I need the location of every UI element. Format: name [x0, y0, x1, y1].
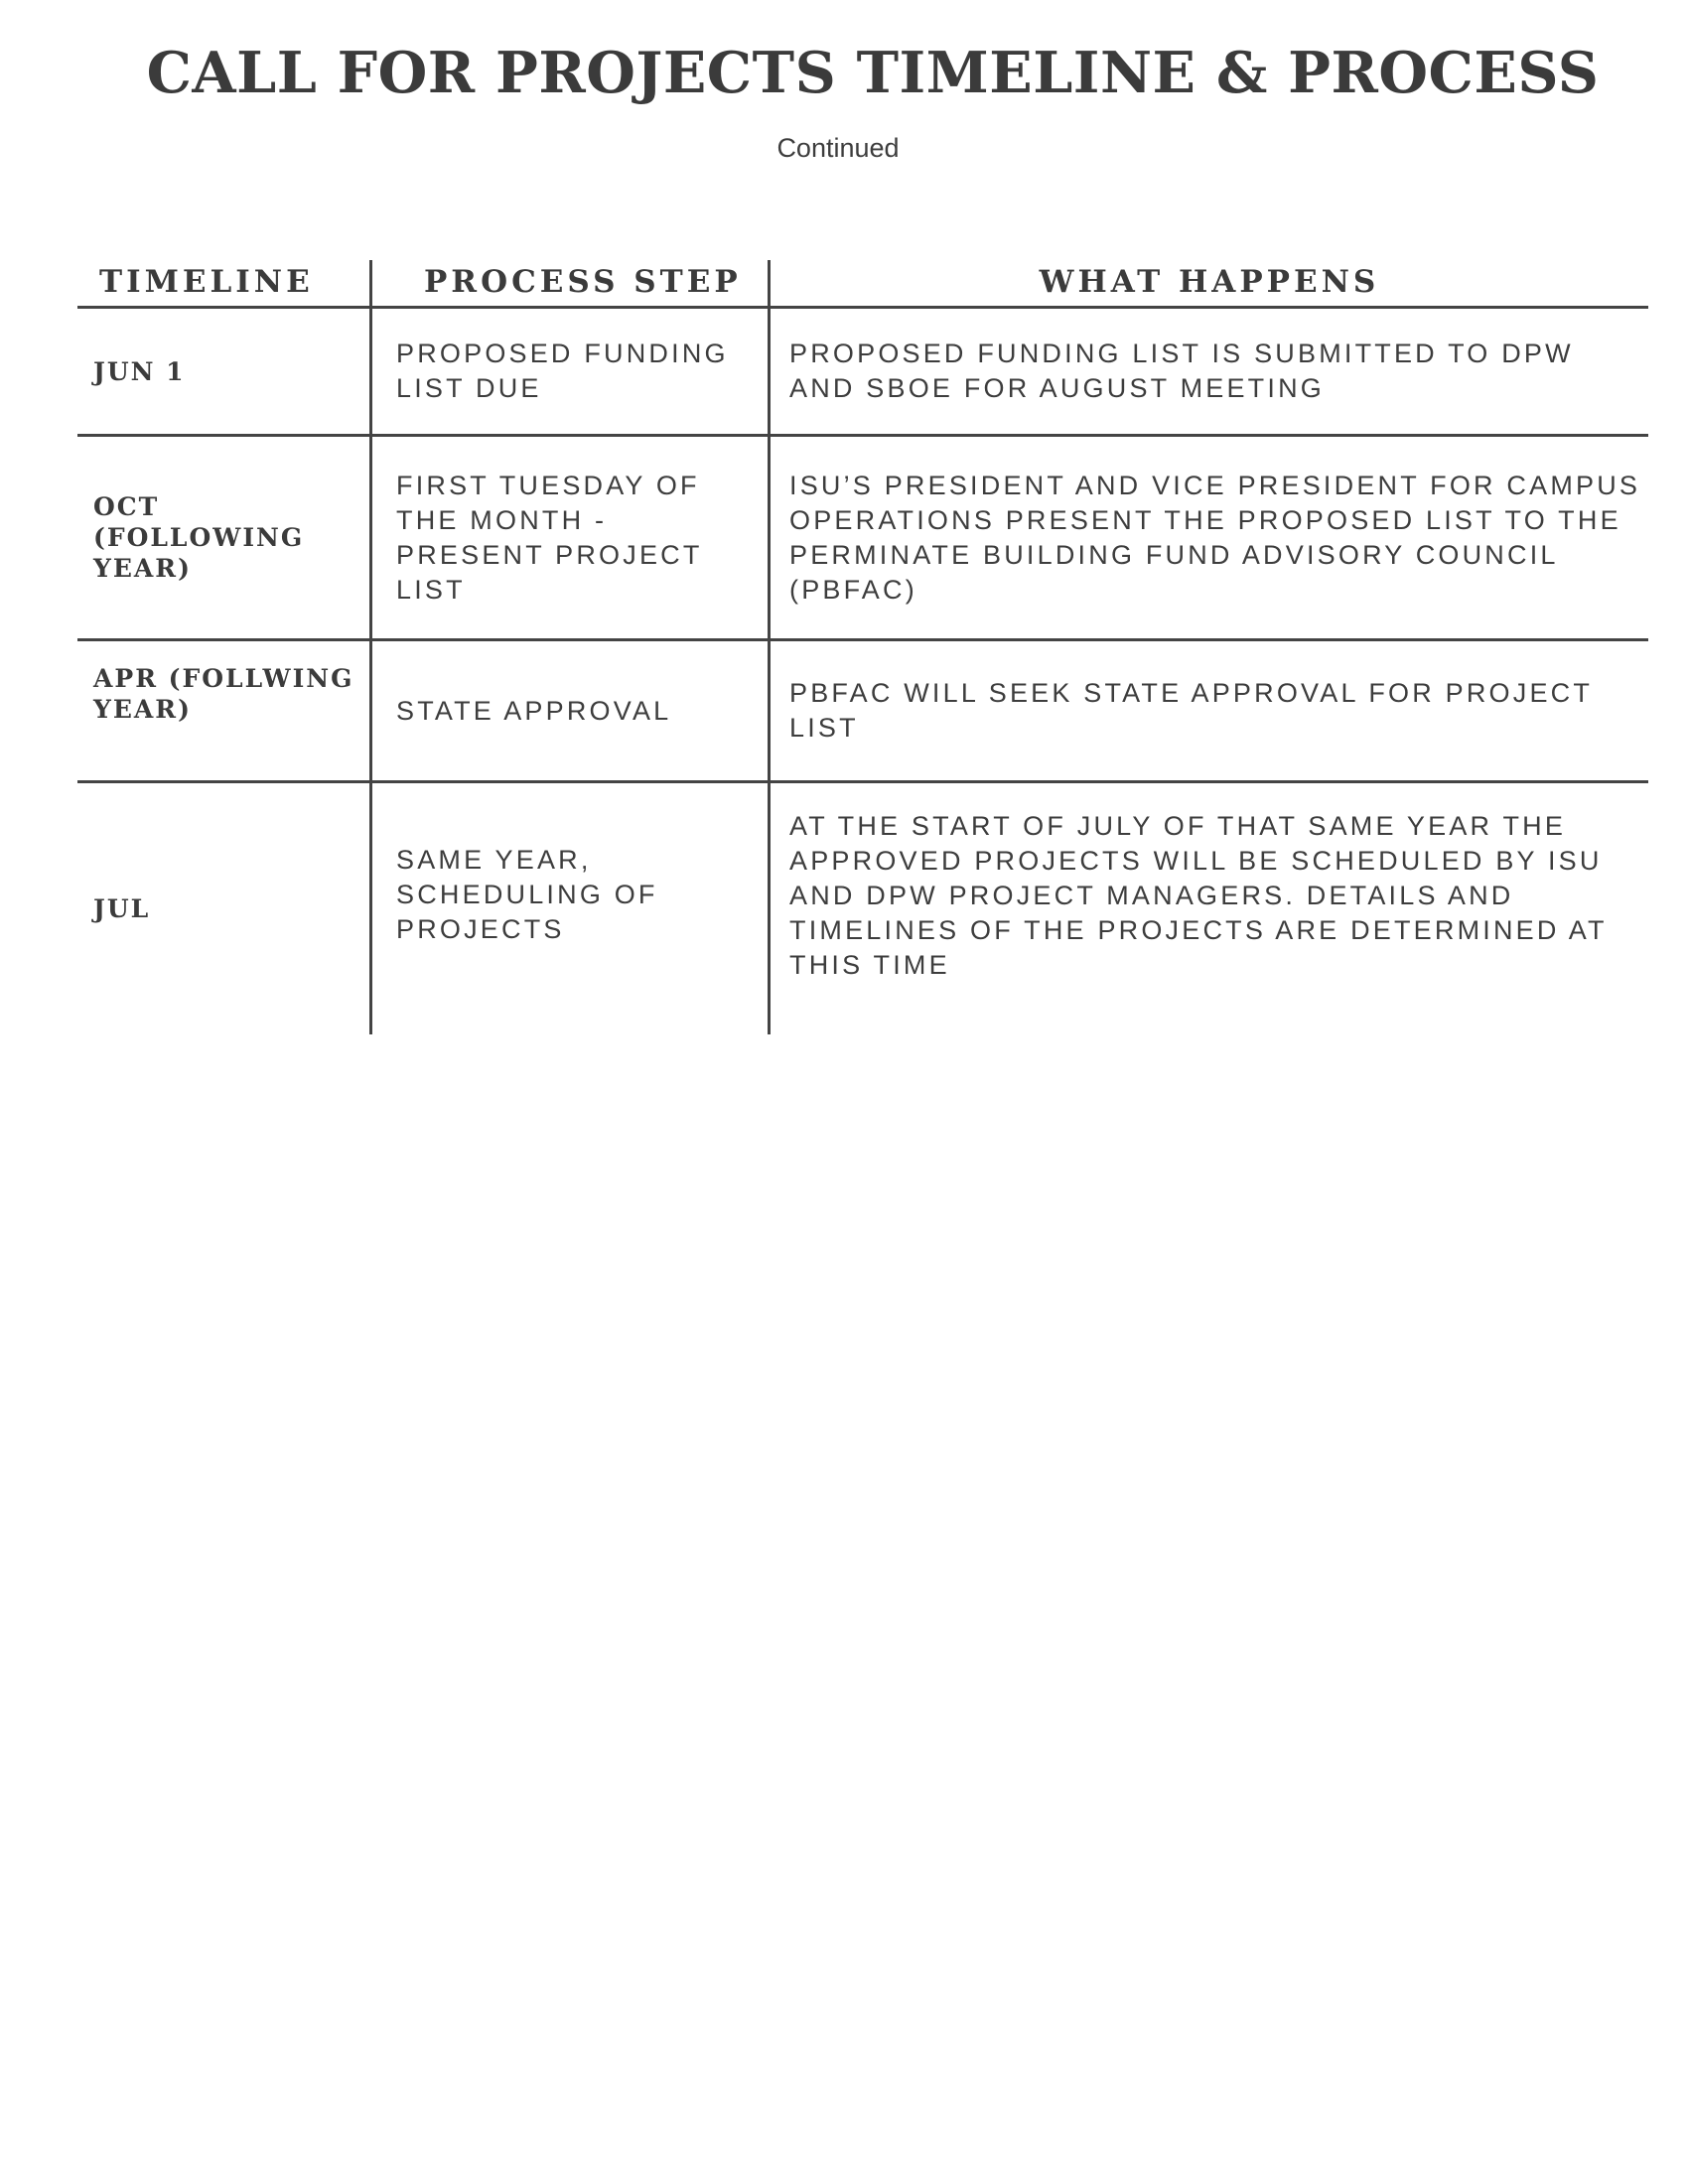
what-happens-cell — [771, 641, 1648, 780]
table-row — [77, 641, 1648, 783]
process-step-text: SAME YEAR, SCHEDULING OF PROJECTS — [396, 845, 658, 944]
timeline-text: JUN 1 — [93, 356, 186, 386]
process-step-cell — [372, 309, 771, 434]
process-step-text: FIRST TUESDAY OF THE MONTH - PRESENT PROJECT LIST — [396, 470, 703, 605]
timeline-cell — [77, 437, 372, 638]
what-happens-cell — [771, 437, 1648, 638]
header-timeline: TIMELINE — [77, 260, 372, 306]
table-row — [77, 309, 1648, 437]
timeline-cell — [77, 783, 372, 1034]
timeline-cell — [77, 641, 372, 780]
table-row — [77, 783, 1648, 1034]
what-happens-cell — [771, 309, 1648, 434]
what-happens-text: PROPOSED FUNDING LIST IS SUBMITTED TO DPW AND SBOE FOR AUGUST MEETING — [789, 339, 1574, 403]
timeline-text: OCT (FOLLOWING YEAR) — [93, 492, 305, 583]
table-header-row — [77, 260, 1648, 309]
timeline-cell — [77, 309, 372, 434]
process-step-cell — [372, 783, 771, 1034]
timeline-table — [77, 260, 1648, 1034]
process-step-cell — [372, 641, 771, 780]
page-subtitle: Continued — [776, 133, 900, 163]
process-step-text: STATE APPROVAL — [396, 695, 672, 726]
timeline-text: JUL — [93, 894, 151, 923]
what-happens-text: PBFAC WILL SEEK STATE APPROVAL FOR PROJECT LIST — [789, 678, 1593, 743]
process-step-cell — [372, 437, 771, 638]
table-row — [77, 437, 1648, 641]
process-step-text: PROPOSED FUNDING LIST DUE — [396, 339, 729, 403]
page-title: CALL FOR PROJECTS TIMELINE & PROCESS — [146, 40, 1600, 106]
header-process-step: PROCESS STEP — [372, 260, 771, 306]
what-happens-text: ISU’S PRESIDENT AND VICE PRESIDENT FOR CAMPUS OPERATIONS PRESENT THE PROPOSED LIST TO THE PERMINATE BUILDING FUND ADVISORY COUNCIL (PBFAC) — [789, 470, 1641, 605]
what-happens-text: AT THE START OF JULY OF THAT SAME YEAR THE APPROVED PROJECTS WILL BE SCHEDULED BY ISU AND DPW PROJECT MANAGERS. DETAILS AND TIMELINES OF THE PROJECTS ARE DETERMINED AT THIS TIME — [789, 811, 1608, 980]
header-what-happens: WHAT HAPPENS — [1039, 264, 1380, 300]
what-happens-cell — [771, 783, 1648, 1034]
timeline-text: APR (FOLLWING YEAR) — [93, 664, 354, 724]
